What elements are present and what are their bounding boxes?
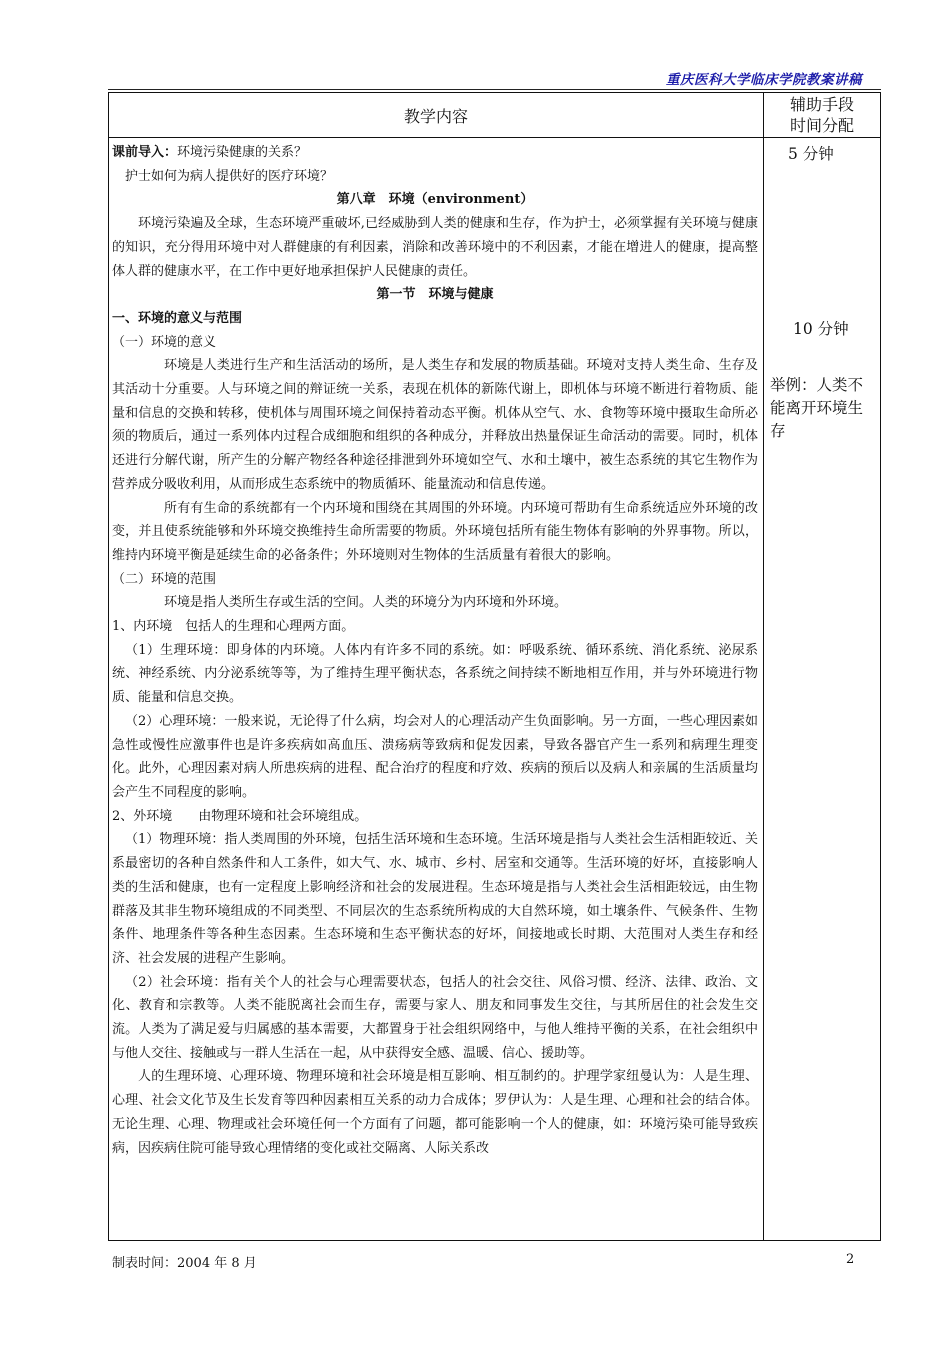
paragraph-interaction: 人的生理环境、心理环境、物理环境和社会环境是相互影响、相互制约的。护理学家纽曼认为：人是生理、心理、社会文化节及生长发育等四种因素相互关系的动力合成体；罗伊认为：人是生理、心理和社会的结合体。无论生理、心理、物理或社会环境任何一个方面有了问题，都可能影响一个人的健康，如：环境污染可能导致疾病，因疾病住院可能导致心理情绪的变化或社交隔离、人际关系改 xyxy=(112,1069,758,1156)
intro-question-1: 环境污染健康的关系？ xyxy=(177,145,308,160)
heading-1-2: （二）环境的范围 xyxy=(112,571,217,587)
paragraph-env-scope: 环境是指人类所生存或生活的空间。人类的环境分为内环境和外环境。 xyxy=(164,595,568,611)
paragraph-psychological: （2）心理环境：一般来说，无论得了什么病，均会对人的心理活动产生负面影响。另一方面，一些心理因素如急性或慢性应激事件也是许多疾病如高血压、溃疡病等致病和促发因素，导致各器官产生一系列和病理生理变化。此外，心理因素对病人所患疾病的进程、配合治疗的程度和疗效、疾病的预后以及病人和亲属的生活质量均会产生不同程度的影响。 xyxy=(112,713,758,800)
column-header-content: 教学内容 xyxy=(403,106,468,126)
paragraph-env-meaning: 环境是人类进行生产和生活活动的场所，是人类生存和发展的物质基础。环境对支持人类生命、生存及其活动十分重要。人与环境之间的辩证统一关系，表现在机体的新陈代谢上，即机体与环境不断进行着物质、能量和信息的交换和转移，使机体与周围环境之间保持着动态平衡。机体从空气、水、食物等环境中摄取生命所必须的物质后，通过一系列体内过程合成细胞和组织的各种成分，并释放出热量保证生命活动的需要。同时，机体还进行分解代谢，所产生的分解产物经各种途径排泄到外环境如空气、水和土壤中，被生态系统的其它生物作为营养成分吸收利用，从而形成生态系统中的物质循环、能量流动和信息传递。 xyxy=(112,358,758,492)
heading-outer-env: 2、外环境 由物理环境和社会环境组成。 xyxy=(112,808,368,824)
heading-inner-env: 1、内环境 包括人的生理和心理两方面。 xyxy=(112,619,355,635)
intro-line xyxy=(112,141,758,165)
column-divider xyxy=(763,93,764,1240)
paragraph-physical: （1）物理环境：指人类周围的外环境，包括生活环境和生态环境。生活环境是指与人类社会生活相距较近、关系最密切的各种自然条件和人工条件，如大气、水、城市、乡村、居室和交通等。生活环境的好坏，直接影响人类的生活和健康，也有一定程度上影响经济和社会的发展进程。生态环境是指与人类社会生活相距较远，由生物群落及其非生物环境组成的不同类型、不同层次的生态系统所构成的大自然环境，如土壤条件、气候条件、生物条件、地理条件等各种生态因素。生态环境和生态平衡状态的好坏，间接地或长时期、大范围对人类生存和经济、社会发展的进程产生影响。 xyxy=(112,832,758,966)
heading-1: 一、环境的意义与范围 xyxy=(112,310,243,326)
chapter-title: 第八章 环境（environment） xyxy=(336,192,534,208)
lesson-table xyxy=(108,92,881,1241)
time-allocation-1: 5 分钟 xyxy=(788,145,834,163)
made-time: 制表时间：2004 年 8 月 xyxy=(112,1256,257,1271)
column-header-aux-line2: 时间分配 xyxy=(789,116,854,135)
chapter-paragraph: 环境污染遍及全球，生态环境严重破坏,已经威胁到人类的健康和生存，作为护士，必须掌握有关环境与健康的知识，充分得用环境中对人群健康的有利因素，消除和改善环境中的不利因素，才能在增进人的健康，提高整体人群的健康水平，在工作中更好地承担保护人民健康的责任。 xyxy=(112,216,758,279)
header-row-divider xyxy=(109,137,880,138)
example-note: 举例：人类不能离开环境生存 xyxy=(770,376,864,440)
paragraph-physiological: （1）生理环境：即身体的内环境。人体内有许多不同的系统。如：呼吸系统、循环系统、消化系统、泌尿系统、神经系统、内分泌系统等等，为了维持生理平衡状态，各系统之间持续不断地相互作用，并与外环境进行物质、能量和信息交换。 xyxy=(112,642,758,706)
section-title: 第一节 环境与健康 xyxy=(376,287,494,303)
institution-header: 重庆医科大学临床学院教案讲稿 xyxy=(666,72,862,88)
paragraph-social: （2）社会环境：指有关个人的社会与心理需要状态，包括人的社会交往、风俗习惯、经济、法律、政治、文化、教育和宗教等。人类不能脱离社会而生存，需要与家人、朋友和同事发生交往，与其所居住的社会发生交流。人类为了满足爱与归属感的基本需要，大都置身于社会组织网络中，与他人维持平衡的关系，在社会组织中与他人交往、接触或与一群人生活在一起，从中获得安全感、温暖、信心、援助等。 xyxy=(112,974,758,1061)
column-header-aux xyxy=(764,93,880,137)
heading-1-1: （一）环境的意义 xyxy=(112,334,217,350)
time-allocation-2: 10 分钟 xyxy=(793,320,849,338)
paragraph-living-systems: 所有有生命的系统都有一个内环境和围绕在其周围的外环境。内环境可帮助有生命系统适应外环境的改变，并且使系统能够和外环境交换维持生命所需要的物质。外环境包括所有能生物体有影响的外界事物。所以，维持内环境平衡是延续生命的必备条件；外环境则对生物体的生活质量有着很大的影响。 xyxy=(112,500,758,563)
intro-question-2: 护士如何为病人提供好的医疗环境？ xyxy=(125,168,334,184)
header-rule xyxy=(108,89,881,90)
column-header-aux-line1: 辅助手段 xyxy=(789,95,854,114)
intro-label: 课前导入： xyxy=(112,145,178,160)
teaching-content xyxy=(112,141,758,1160)
page-number: 2 xyxy=(846,1252,855,1267)
